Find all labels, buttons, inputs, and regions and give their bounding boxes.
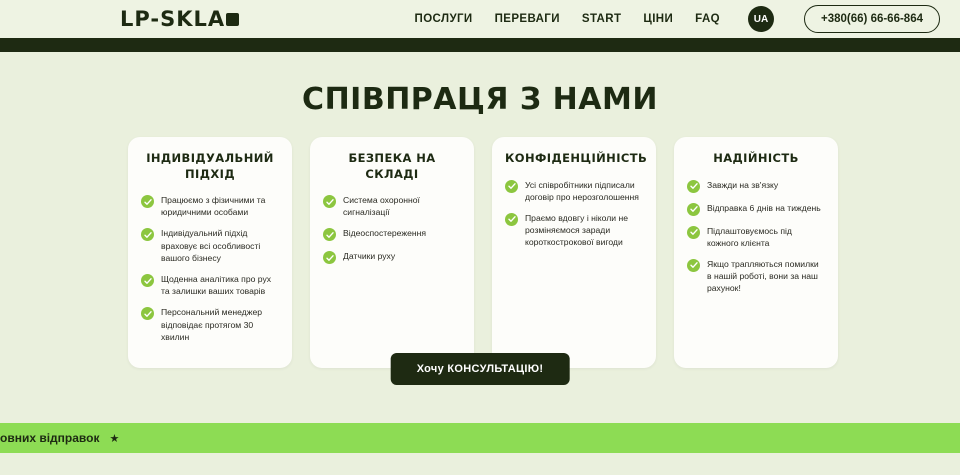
marquee-text: овних відправок (0, 431, 100, 445)
check-icon (323, 195, 336, 208)
site-header (0, 0, 960, 38)
check-icon (141, 228, 154, 241)
nav-item-advantages[interactable]: ПЕРЕВАГИ (494, 13, 560, 25)
check-icon (505, 213, 518, 226)
card-individual-approach (128, 137, 292, 368)
list-item (505, 179, 643, 203)
list-item (687, 202, 825, 216)
list-item-label: Якщо трапляються помилки в нашій роботі, вони за наш рахунок! (707, 258, 819, 294)
page-title: СПІВПРАЦЯ З НАМИ (302, 82, 658, 117)
card-warehouse-security (310, 137, 474, 368)
list-item (323, 194, 461, 218)
list-item-label: Щоденна аналітика про рух та залишки ваших товарів (161, 274, 272, 297)
check-icon (687, 226, 700, 239)
card-title: БЕЗПЕКА НА СКЛАДІ (348, 151, 436, 181)
language-switcher[interactable]: UA (748, 6, 774, 32)
list-item (687, 225, 825, 249)
list-item-label: Усі співробітники підписали договір про нерозголошення (525, 179, 639, 202)
main-nav (415, 5, 960, 33)
list-item-label: Система охоронної сигналізації (343, 195, 420, 218)
check-icon (505, 180, 518, 193)
bottom-strip (0, 453, 960, 475)
list-item (141, 227, 279, 264)
card-reliability (674, 137, 838, 368)
list-item-label: Індивідуальний підхід враховує всі особливості вашого бізнесу (161, 228, 261, 263)
card-title: ІНДИВІДУАЛЬНИЙ ПІДХІД (146, 151, 274, 181)
check-icon (141, 195, 154, 208)
header-divider-band (0, 38, 960, 52)
list-item-label: Відеоспостереження (343, 228, 426, 239)
list-item-label: Датчики руху (343, 251, 396, 262)
list-item-label: Працюємо з фізичними та юридичними особами (161, 195, 266, 218)
list-item (141, 194, 279, 218)
list-item (323, 250, 461, 264)
nav-item-faq[interactable]: FAQ (695, 13, 721, 25)
marquee-banner (0, 423, 960, 453)
check-icon (323, 251, 336, 264)
list-item (505, 212, 643, 249)
check-icon (141, 307, 154, 320)
list-item (141, 273, 279, 297)
check-icon (687, 203, 700, 216)
list-item (687, 258, 825, 295)
star-icon: ★ (109, 432, 120, 445)
check-icon (141, 274, 154, 287)
consultation-button[interactable]: Хочу КОНСУЛЬТАЦІЮ! (391, 353, 570, 385)
list-item-label: Відправка 6 днів на тиждень (707, 202, 821, 213)
list-item (687, 179, 825, 193)
logo[interactable] (120, 7, 239, 31)
card-confidentiality (492, 137, 656, 368)
nav-item-prices[interactable]: ЦІНИ (643, 13, 674, 25)
check-icon (687, 259, 700, 272)
list-item-label: Завжди на зв'язку (707, 179, 779, 190)
advantages-cards (128, 137, 838, 368)
card-title: НАДІЙНІСТЬ (713, 151, 799, 165)
list-item-label: Підлаштовуємось під кожного клієнта (707, 225, 792, 248)
list-item-label: Праємо вдовгу і ніколи не розміняємося заради короткострокової вигоди (525, 212, 628, 248)
logo-text: LP-SKLA (120, 7, 226, 31)
list-item (141, 306, 279, 343)
nav-item-services[interactable]: ПОСЛУГИ (414, 13, 473, 25)
card-title: КОНФІДЕНЦІЙНІСТЬ (505, 151, 648, 165)
list-item-label: Персональний менеджер відповідає протягом 30 хвилин (161, 307, 263, 342)
check-icon (323, 228, 336, 241)
check-icon (687, 180, 700, 193)
list-item (323, 227, 461, 241)
nav-item-start[interactable]: START (581, 13, 622, 25)
phone-button[interactable]: +380(66) 66-66-864 (804, 5, 940, 33)
logo-square-icon (226, 13, 239, 26)
